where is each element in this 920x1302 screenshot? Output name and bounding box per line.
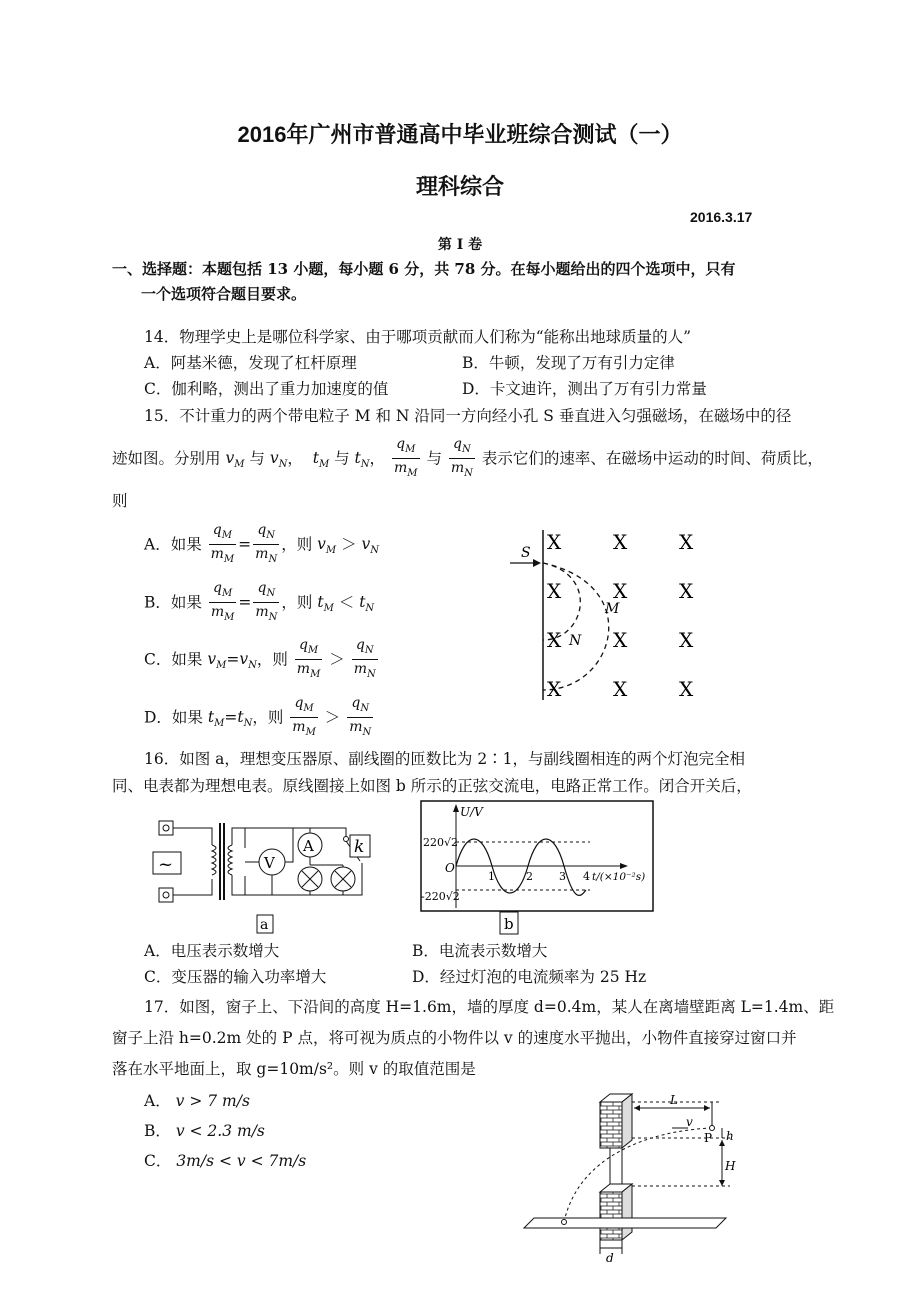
x-axis-label: t/(×10⁻²s) — [592, 871, 646, 883]
svg-text:X: X — [547, 628, 562, 652]
exam-subtitle: 理科综合 — [415, 174, 504, 199]
q15-option-c: C．如果 $v_M=v_N$，则 $\frac{q_M}{m_M}$ ＞ $\frac{q_N}{m_N}$ — [144, 637, 376, 680]
svg-text:X: X — [613, 579, 628, 603]
svg-text:X: X — [679, 677, 694, 701]
origin-label: O — [445, 861, 455, 875]
svg-text:X: X — [613, 530, 628, 554]
s-label: S — [521, 545, 531, 561]
q16-option-a: A．电压表示数增大 — [144, 942, 280, 960]
svg-text:X: X — [679, 579, 694, 603]
y-axis-label: U/V — [460, 805, 483, 819]
fig-b-caption: b — [504, 915, 514, 933]
q17-option-b: B． v < 2.3 m/s — [144, 1122, 265, 1140]
q16-option-c: C．变压器的输入功率增大 — [144, 968, 327, 986]
q15-option-d: D．如果 $t_M=t_N$，则 $\frac{q_M}{m_M}$ ＞ $\frac{q_N}{m_N}$ — [144, 695, 372, 738]
q16-stem-line2: 同、电表都为理想电表。原线圈接上如图 b 所示的正弦交流电，电路正常工作。闭合开关后， — [112, 777, 752, 795]
svg-text:X: X — [613, 677, 628, 701]
volume-label: 第 I 卷 — [437, 237, 483, 253]
q15-option-b: B．如果 $\frac{q_M}{m_M}$ = $\frac{q_N}{m_N}$ ，则 $t_M < t_N$ — [144, 580, 375, 623]
q15-option-a: A．如果 $\frac{q_M}{m_M}$ = $\frac{q_N}{m_N}$ ，则 $v_M > v_N$ — [144, 522, 380, 565]
exam-title: 2016年广州市普通高中毕业班综合测试（一） — [237, 122, 683, 147]
q16-circuit-figure — [150, 815, 380, 937]
label-P: P — [704, 1131, 713, 1145]
label-h: h — [726, 1129, 734, 1143]
section-heading-cont: 一个选项符合题目要求。 — [141, 285, 307, 303]
secondary-coil — [228, 845, 232, 875]
ground — [524, 1218, 726, 1228]
voltage-curve — [456, 839, 586, 895]
q14-option-a: A．阿基米德，发现了杠杆原理 — [144, 354, 357, 372]
q17-stem-line3: 落在水平地面上，取 g=10m/s²。则 v 的取值范围是 — [112, 1060, 476, 1078]
m-label: M — [605, 601, 620, 617]
label-H: H — [725, 1159, 736, 1173]
x-tick-4: 4 — [583, 870, 590, 883]
q15-stem-line2: 迹如图。分别用 $v_M$ 与 $v_N$， $t_M$ 与 $t_N$， $\frac{q_M}{m_M}$ 与 $\frac{q_N}{m_N}$ 表示它们的速率、在磁场中运动的时间、荷质比， — [112, 436, 823, 479]
svg-text:X: X — [613, 628, 628, 652]
svg-text:X: X — [679, 530, 694, 554]
svg-text:~: ~ — [158, 854, 174, 875]
lower-wall — [600, 1192, 622, 1240]
q15-stem-line1: 15．不计重力的两个带电粒子 M 和 N 沿同一方向经小孔 S 垂直进入匀强磁场，在磁场中的径 — [144, 407, 792, 425]
q16-option-d: D．经过灯泡的电流频率为 25 Hz — [412, 968, 647, 986]
svg-text:A: A — [303, 837, 314, 855]
q14-stem: 14．物理学史上是哪位科学家、由于哪项贡献而人们称为“能称出地球质量的人” — [144, 328, 692, 346]
q17-stem-line2: 窗子上沿 h=0.2m 处的 P 点，将可视为质点的小物件以 v 的速度水平抛出，小物件直接穿过窗口并 — [112, 1029, 797, 1047]
svg-text:X: X — [547, 530, 562, 554]
q17-window-figure — [520, 1090, 740, 1265]
label-v: v — [686, 1115, 693, 1129]
field-marks — [547, 530, 694, 701]
x-tick-1: 1 — [488, 870, 495, 883]
x-tick-2: 2 — [526, 870, 533, 883]
label-d: d — [606, 1251, 614, 1265]
q14-option-d: D．卡文迪许，测出了万有引力常量 — [462, 380, 707, 398]
n-label: N — [569, 633, 582, 649]
svg-text:X: X — [679, 628, 694, 652]
svg-text:k: k — [354, 837, 365, 857]
q14-option-b: B．牛顿，发现了万有引力定律 — [462, 354, 675, 372]
upper-wall — [600, 1102, 622, 1148]
label-L: L — [670, 1093, 678, 1107]
q16-stem-line1: 16．如图 a，理想变压器原、副线圈的匝数比为 2∶1，与副线圈相连的两个灯泡完全相 — [144, 750, 746, 768]
x-tick-3: 3 — [559, 870, 566, 883]
svg-text:V: V — [264, 854, 275, 872]
q17-stem-line1: 17．如图，窗子上、下沿间的高度 H=1.6m，墙的厚度 d=0.4m，某人在离墙壁距离 L=1.4m、距 — [144, 998, 835, 1016]
y-min-label: -220√2 — [421, 890, 460, 903]
q16-voltage-figure — [420, 800, 656, 938]
y-max-label: 220√2 — [423, 836, 459, 849]
svg-text:X: X — [547, 579, 562, 603]
q16-option-b: B．电流表示数增大 — [412, 942, 548, 960]
exam-date: 2016.3.17 — [690, 209, 753, 225]
q15-field-figure — [505, 525, 725, 705]
q17-option-c: C． 3m/s < v < 7m/s — [144, 1152, 307, 1170]
trajectory — [564, 1128, 712, 1222]
q17-option-a: A． v > 7 m/s — [144, 1092, 250, 1110]
q14-option-c: C．伽利略，测出了重力加速度的值 — [144, 380, 389, 398]
fig-a-caption: a — [260, 917, 269, 933]
q15-stem-line3: 则 — [112, 492, 128, 510]
primary-coil — [212, 845, 216, 875]
svg-text:X: X — [547, 677, 562, 701]
section-heading: 一、选择题：本题包括 13 小题，每小题 6 分，共 78 分。在每小题给出的四个选项中，只有 — [112, 260, 736, 278]
